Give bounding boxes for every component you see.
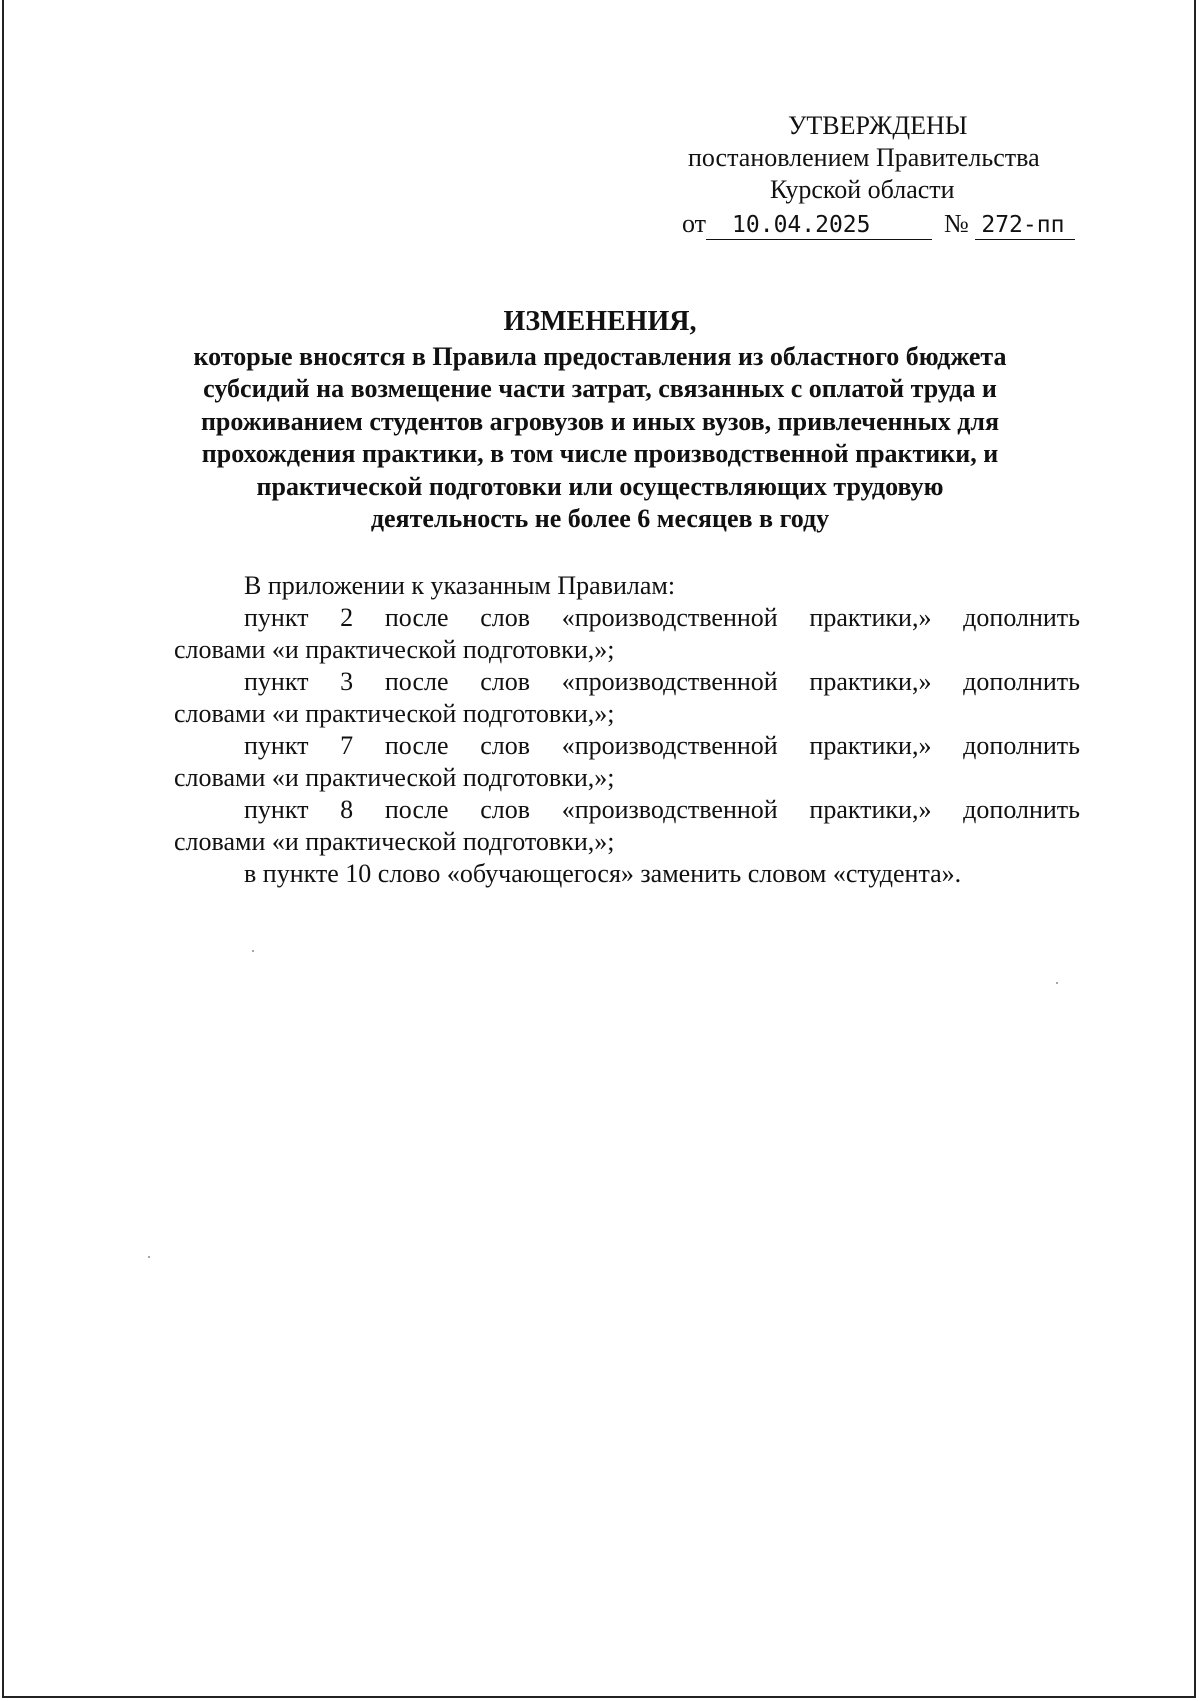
amendment-item-line2: словами «и практической подготовки,»;	[174, 763, 615, 792]
number-prefix: №	[944, 209, 969, 238]
body-final: в пункте 10 слово «обучающегося» заменить словом «студента».	[244, 859, 962, 888]
scan-speck	[1056, 982, 1058, 984]
document-body	[174, 570, 1080, 890]
amendment-item-line1: пункт 8 после слов «производственной практики,» дополнить	[244, 795, 1080, 824]
amendment-item	[174, 602, 1080, 666]
amendment-item-line1: пункт 7 после слов «производственной практики,» дополнить	[244, 731, 1080, 760]
approval-stamp	[630, 110, 1070, 240]
body-intro: В приложении к указанным Правилам:	[244, 571, 676, 600]
scan-speck	[252, 950, 254, 952]
document-number: 272-пп	[975, 211, 1075, 240]
approval-line-region: Курской области	[770, 175, 955, 204]
approval-date-number	[630, 208, 1070, 240]
date-prefix: от	[682, 209, 707, 238]
heading-line: которые вносятся в Правила предоставления из областного бюджета	[193, 341, 1007, 371]
document-heading	[150, 306, 1050, 536]
amendment-item	[174, 794, 1080, 858]
amendment-item-line1: пункт 2 после слов «производственной практики,» дополнить	[244, 603, 1080, 632]
amendment-item-line1: пункт 3 после слов «производственной практики,» дополнить	[244, 667, 1080, 696]
amendment-item-line2: словами «и практической подготовки,»;	[174, 635, 615, 664]
amendment-item-line2: словами «и практической подготовки,»;	[174, 827, 615, 856]
heading-line: прохождения практики, в том числе производственной практики, и	[201, 439, 999, 468]
approval-line-resolution: постановлением Правительства	[688, 143, 1040, 172]
amendment-item	[174, 730, 1080, 794]
document-date: 10.04.2025	[706, 211, 932, 240]
heading-line: практической подготовки или осуществляющих трудовую	[256, 471, 944, 501]
heading-line: субсидий на возмещение части затрат, связанных с оплатой труда и	[203, 374, 997, 403]
amendment-item-line2: словами «и практической подготовки,»;	[174, 699, 615, 728]
heading-line: деятельность не более 6 месяцев в году	[370, 504, 830, 533]
amendment-item	[174, 666, 1080, 730]
approval-title: УТВЕРЖДЕНЫ	[788, 111, 968, 140]
heading-line: проживанием студентов агровузов и иных вузов, привлеченных для	[200, 406, 1000, 436]
heading-title: ИЗМЕНЕНИЯ,	[503, 306, 697, 337]
scan-speck	[148, 1256, 150, 1258]
